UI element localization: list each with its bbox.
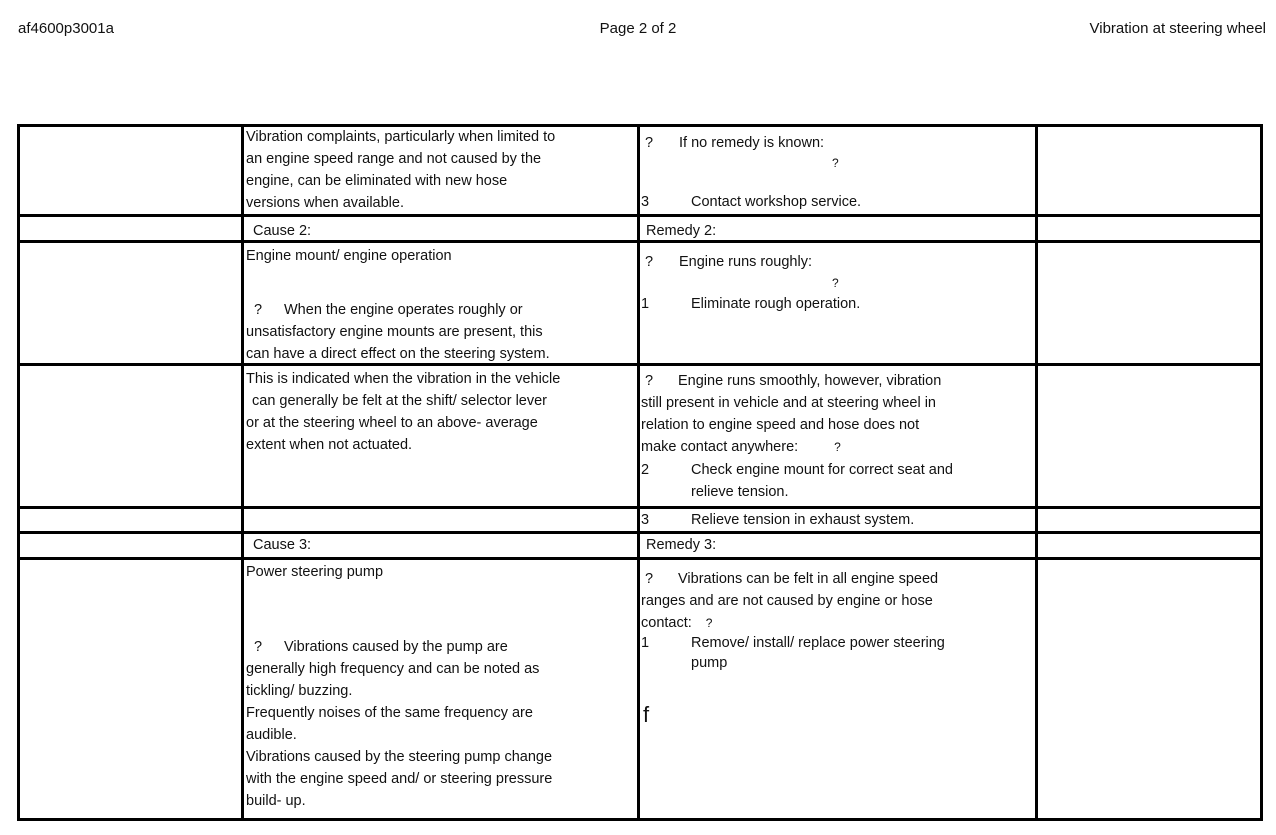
bullet-marker: ? <box>705 616 713 630</box>
column-divider <box>1035 124 1038 821</box>
bullet-marker: ? <box>645 135 654 151</box>
bullet-marker: ? <box>254 639 263 655</box>
bullet-marker: ? <box>254 302 263 318</box>
table-border <box>17 818 1263 821</box>
bullet-marker: ? <box>645 254 654 270</box>
table-border <box>17 124 1263 127</box>
cause-text: ? When the engine operates roughly or unsatisfactory engine mounts are present, this can have a direct effect on the steering system. <box>246 299 550 365</box>
cause-label: Cause 2: <box>253 223 312 239</box>
f-symbol: f <box>643 702 650 727</box>
page-number: Page 2 of 2 <box>599 20 677 37</box>
bullet-marker: ? <box>832 156 839 170</box>
row-divider <box>17 506 1263 509</box>
cause-title: Engine mount/ engine operation <box>246 248 452 264</box>
column-divider <box>241 124 244 821</box>
cause-text: Vibration complaints, particularly when limited to an engine speed range and not caused by the engine, can be eliminated with new hose versions when available. <box>246 129 556 211</box>
remedy-condition: ? Vibrations can be felt in all engine speed ranges and are not caused by engine or hose contact: ? <box>641 568 938 634</box>
bullet-marker: ? <box>645 571 654 587</box>
remedy-label: Remedy 3: <box>646 537 717 553</box>
bullet-marker: ? <box>832 276 839 290</box>
cause-title: Power steering pump <box>246 564 384 580</box>
diagnosis-table <box>17 124 1263 821</box>
remedy-step: 1 Remove/ install/ replace power steering pump <box>641 635 945 671</box>
remedy-step: 1 Eliminate rough operation. <box>641 296 861 312</box>
document-id: af4600p3001a <box>18 20 114 37</box>
row-divider <box>17 531 1263 534</box>
remedy-condition: ? Engine runs smoothly, however, vibration still present in vehicle and at steering wheel in relation to engine speed and hose does not make contact anywhere: ? <box>641 370 941 458</box>
row-divider <box>17 557 1263 560</box>
bullet-marker: ? <box>645 373 654 389</box>
table-border <box>1260 124 1263 821</box>
remedy-label: Remedy 2: <box>646 223 717 239</box>
row-divider <box>17 363 1263 366</box>
remedy-condition: ? If no remedy is known: <box>645 132 824 154</box>
cause-label: Cause 3: <box>253 537 312 553</box>
remedy-step: 3 Relieve tension in exhaust system. <box>641 512 915 528</box>
row-divider <box>17 214 1263 217</box>
bullet-marker: ? <box>834 440 841 454</box>
document-title: Vibration at steering wheel <box>1089 20 1266 37</box>
remedy-step: 2 Check engine mount for correct seat and relieve tension. <box>641 462 953 500</box>
remedy-condition: ? Engine runs roughly: <box>645 251 812 273</box>
remedy-step: 3 Contact workshop service. <box>641 194 862 210</box>
row-divider <box>17 240 1263 243</box>
cause-text: ? Vibrations caused by the pump are generally high frequency and can be noted as tickling/ buzzing. Frequently noises of the same frequency are audible. Vibrations caused by the steering pump change with the engine speed and/ or steering pressure build- up. <box>246 636 552 812</box>
column-divider <box>637 124 640 821</box>
table-border <box>17 124 20 821</box>
cause-text: This is indicated when the vibration in the vehicle can generally be felt at the shift/ selector lever or at the steering wheel to an above- average extent when not actuated. <box>246 371 561 453</box>
